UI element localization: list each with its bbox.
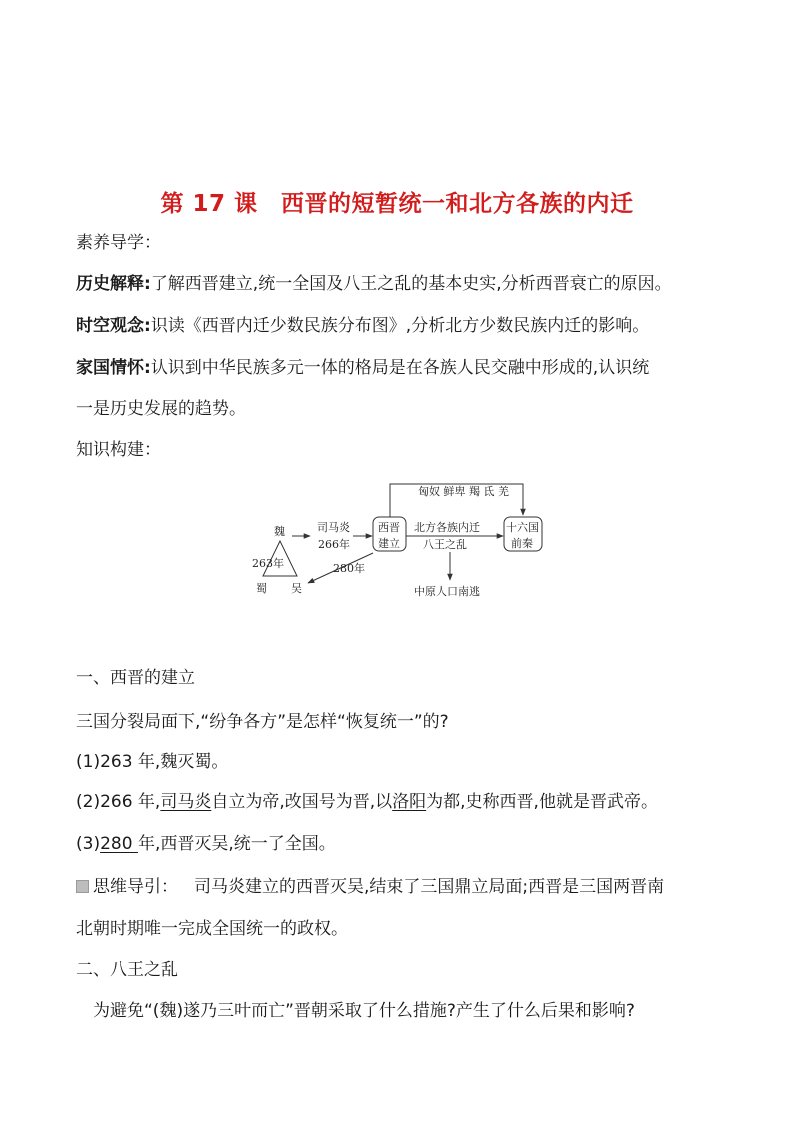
literacy-heading: 素养导学： [76, 233, 161, 253]
wei-label: 魏 [274, 525, 285, 538]
xijin-label-2: 建立 [378, 537, 400, 550]
wu-label: 吴 [291, 582, 302, 595]
section1-question: 三国分裂局面下,“纷争各方”是怎样“恢复统一”的? [76, 712, 449, 732]
sixteen-label-2: 前秦 [511, 537, 533, 550]
think-guide-cont: 北朝时期唯一完成全国统一的政权。 [76, 919, 348, 939]
line2-text: 自立为帝,改国号为晋,以 [211, 792, 393, 812]
section1-line1: (1)263 年,魏灭蜀。 [76, 752, 229, 772]
line3-text: 年,西晋灭吴,统一了全国。 [137, 834, 336, 854]
answer-280: 280 [100, 834, 138, 854]
literacy-item-homeland-cont: 一是历史发展的趋势。 [76, 399, 246, 419]
section1-line2 [76, 792, 658, 812]
literacy-label: 历史解释: [76, 274, 151, 294]
think-label: 思维导引： [93, 877, 178, 897]
sixteen-label-1: 十六国 [506, 521, 539, 534]
literacy-text: 识读《西晋内迁少数民族分布图》,分析北方少数民族内迁的影响。 [150, 316, 650, 336]
answer-luoyang: 洛阳 [392, 792, 427, 812]
page-title: 第 17 课 西晋的短暂统一和北方各族的内迁 [160, 191, 634, 217]
ethnic-label: 匈奴 鲜卑 羯 氐 羌 [418, 485, 509, 498]
section2-question: 为避免“(魏)遂乃三叶而亡”晋朝采取了什么措施?产生了什么后果和影响? [93, 1001, 635, 1021]
south-label: 中原人口南逃 [414, 585, 480, 598]
shu-label: 蜀 [256, 582, 267, 595]
year-266-label: 266年 [318, 538, 350, 551]
rebellion-label: 八王之乱 [423, 538, 467, 551]
literacy-text: 认识到中华民族多元一体的格局是在各族人民交融中形成的,认识统 [150, 358, 650, 378]
section1-heading: 一、西晋的建立 [76, 668, 195, 688]
think-icon [76, 880, 89, 893]
knowledge-heading: 知识构建： [76, 440, 161, 460]
section1-line3 [76, 834, 336, 854]
think-guide [76, 877, 664, 897]
literacy-text: 了解西晋建立,统一全国及八王之乱的基本史实,分析西晋衰亡的原因。 [150, 274, 672, 294]
line2-text: 为都,史称西晋,他就是晋武帝。 [426, 792, 658, 812]
literacy-label: 家国情怀: [76, 358, 151, 378]
think-text: 司马炎建立的西晋灭吴,结束了三国鼎立局面;西晋是三国两晋南 [194, 877, 665, 897]
simayan-label: 司马炎 [317, 521, 350, 534]
answer-simayan: 司马炎 [160, 792, 212, 812]
year-280-label: 280年 [333, 562, 365, 575]
migrate-label: 北方各族内迁 [414, 521, 480, 534]
line2-text: (2)266 年, [76, 792, 161, 812]
line3-text: (3) [76, 834, 101, 854]
literacy-label: 时空观念: [76, 316, 151, 336]
year-263-label: 263年 [252, 557, 284, 570]
section2-heading: 二、八王之乱 [76, 960, 178, 980]
xijin-label-1: 西晋 [378, 521, 400, 534]
